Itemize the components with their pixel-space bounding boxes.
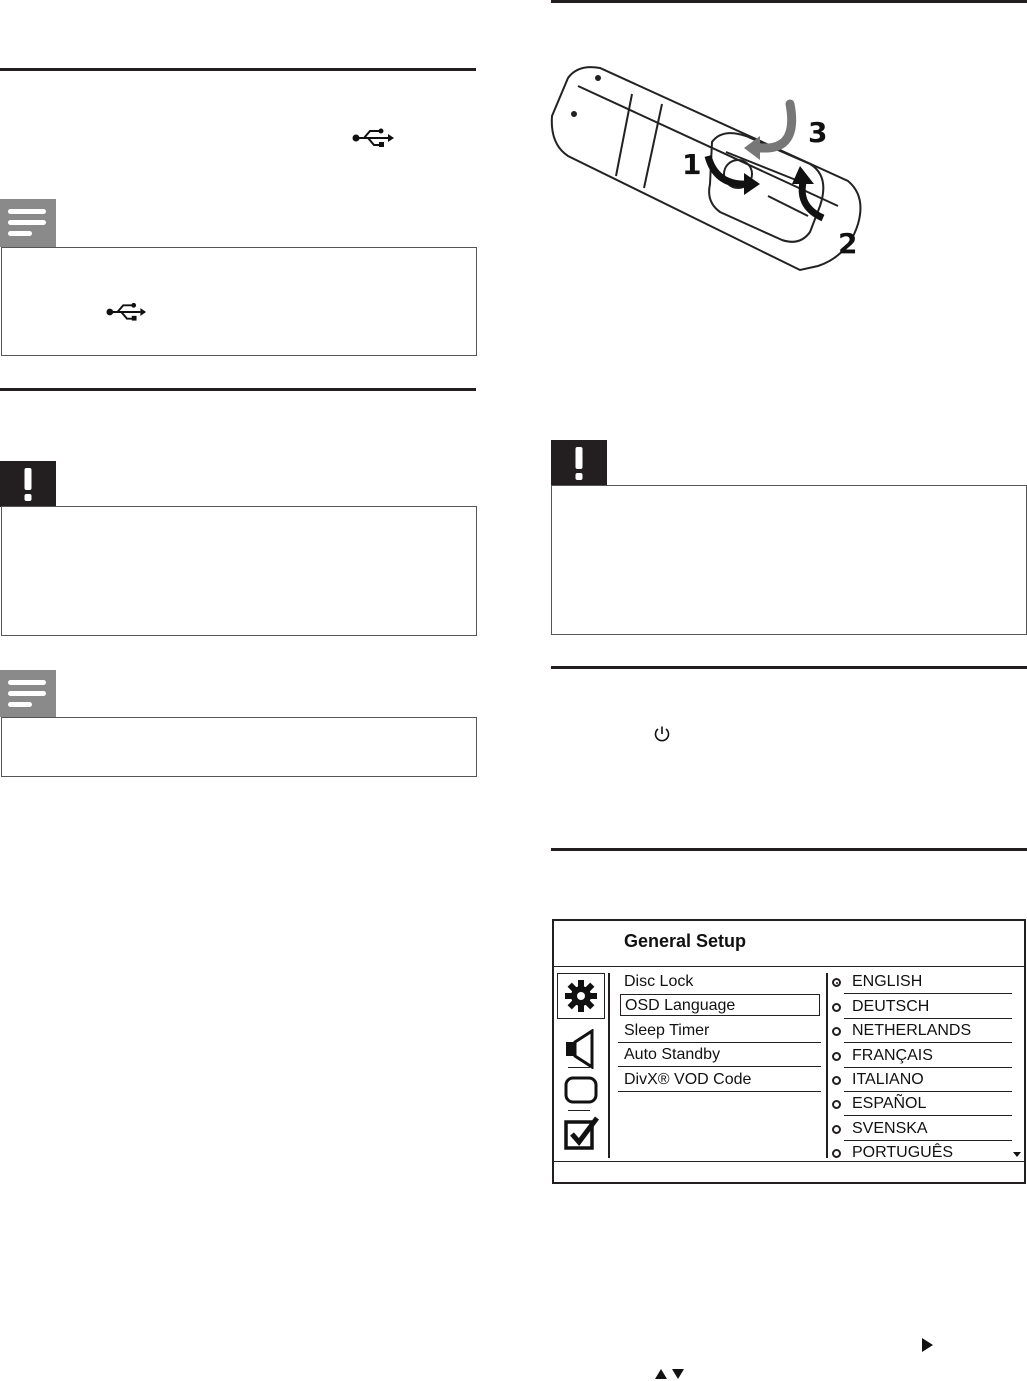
- radio[interactable]: [832, 1027, 841, 1036]
- language-deutsch[interactable]: DEUTSCH: [852, 998, 930, 1015]
- note-box: [1, 717, 477, 777]
- screen-icon[interactable]: [564, 1075, 598, 1105]
- step-label-3: 3: [808, 116, 828, 149]
- language-svenska[interactable]: SVENSKA: [852, 1120, 928, 1137]
- section-rule: [551, 0, 1027, 3]
- caution-box: [1, 506, 477, 636]
- language-italiano[interactable]: ITALIANO: [852, 1071, 924, 1088]
- radio-selected[interactable]: [832, 978, 841, 987]
- language-english[interactable]: ENGLISH: [852, 973, 923, 990]
- option-osd-language[interactable]: OSD Language: [620, 994, 820, 1016]
- remote-battery-diagram: [548, 56, 868, 276]
- gear-icon[interactable]: [557, 973, 605, 1019]
- note-box: [1, 247, 477, 356]
- menu-title: General Setup: [624, 931, 747, 951]
- note-icon: [0, 199, 56, 247]
- radio[interactable]: [832, 1100, 841, 1109]
- section-rule: [551, 848, 1027, 851]
- caution-box: [551, 485, 1027, 635]
- step-label-1: 1: [682, 148, 702, 181]
- usb-icon: [352, 127, 396, 149]
- caution-icon: [0, 461, 56, 507]
- note-icon: [0, 670, 56, 717]
- speaker-icon[interactable]: [564, 1029, 598, 1069]
- radio[interactable]: [832, 1052, 841, 1061]
- power-icon: [653, 725, 671, 743]
- general-setup-menu: [552, 919, 1026, 1184]
- language-espanol[interactable]: ESPAÑOL: [852, 1095, 927, 1112]
- step-label-2: 2: [838, 227, 858, 260]
- option-sleep-timer[interactable]: Sleep Timer: [624, 1022, 710, 1039]
- scroll-down-icon[interactable]: [1012, 1150, 1022, 1158]
- usb-icon: [106, 301, 148, 323]
- section-rule: [0, 388, 476, 391]
- caution-icon: [551, 440, 607, 485]
- option-auto-standby[interactable]: Auto Standby: [624, 1046, 721, 1063]
- radio[interactable]: [832, 1076, 841, 1085]
- play-icon: [920, 1337, 934, 1353]
- option-divx-vod-code[interactable]: DivX® VOD Code: [624, 1071, 752, 1088]
- up-down-icon: [653, 1367, 687, 1381]
- checkbox-icon[interactable]: [564, 1116, 600, 1152]
- section-rule: [0, 68, 476, 71]
- radio[interactable]: [832, 1149, 841, 1158]
- language-netherlands[interactable]: NETHERLANDS: [852, 1022, 972, 1039]
- radio[interactable]: [832, 1125, 841, 1134]
- language-portugues[interactable]: PORTUGUÊS: [852, 1144, 954, 1161]
- section-rule: [551, 666, 1027, 669]
- option-disc-lock[interactable]: Disc Lock: [624, 973, 694, 990]
- language-francais[interactable]: FRANÇAIS: [852, 1047, 933, 1064]
- radio[interactable]: [832, 1003, 841, 1012]
